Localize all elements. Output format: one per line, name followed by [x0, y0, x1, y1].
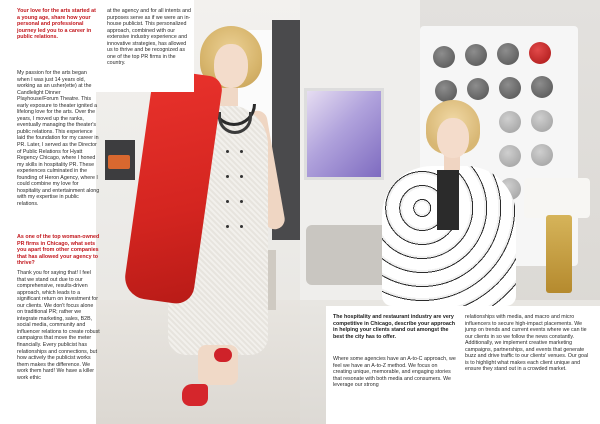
red-shoe-back	[214, 348, 232, 362]
wall-dot	[531, 76, 553, 98]
wall-dot	[465, 44, 487, 66]
answer-2: Thank you for saying that! I feel that we stand out due to our comprehensive, results-driven approach, which leads to a significant return on investment for our clients. We don't focus alone on traditional PR; rather we integrate marketing, sales, B2B, social media, community and influencer relations to create robust campaigns that move the meter financially. Every publicist has relationships and connections, but how actively the publicist works them makes the difference. We work them hard! We have a killer work ethic	[17, 270, 100, 381]
lampshade	[524, 178, 590, 218]
red-shoe-front	[182, 384, 208, 406]
answer-3-part-2: relationships with media, and macro and micro influencers to secure high-impact placements. We jump on trends and current events where we can tie our clients in so we follow the news constantly. Additionally, we implement creative marketing campaigns, partnerships, and events that generate buzz and drive traffic to our clients' venues. Our goal is to highlight what makes each client unique and ensure they stand out in a crowded market.	[465, 314, 589, 373]
middle-paragraph: at the agency and for all intents and purposes serve as if we were an in-house publicist. This personalized approach, combined with our extensive industry experience and innovative strategies, has allowed us to thrive and be recognized as one of the top PR firms in the country.	[107, 8, 191, 67]
orange-cushion	[108, 155, 130, 169]
wall-dot	[497, 43, 519, 65]
question-3: The hospitality and restaurant industry are very competitive in Chicago, describe your approach in helping your clients stand out amongst the best the city has to offer.	[333, 314, 456, 340]
answer-3-part-1: Where some agencies have an A-to-C approach, we feel we have an A-to-Z method. We focus on creating unique, memorable, and engaging stories that resonate with both media and consumers. We leverage our strong	[333, 356, 456, 389]
wall-dot	[531, 144, 553, 166]
question-2: As one of the top woman-owned PR firms in Chicago, what sets you apart from other companies that has allowed your agency to thrive?	[17, 234, 100, 267]
black-inner-top	[437, 170, 459, 230]
wall-dot	[433, 46, 455, 68]
wall-dot	[531, 110, 553, 132]
wall-dot	[499, 77, 521, 99]
model2-face	[437, 118, 469, 158]
wall-dot	[499, 145, 521, 167]
gold-lamp-base	[546, 215, 572, 293]
wall-dot-red	[529, 42, 551, 64]
purple-painting	[304, 88, 384, 180]
sofa	[306, 225, 388, 285]
question-1: Your love for the arts started at a young age, share how your personal and professional journey led you to a career in public relations.	[17, 8, 96, 41]
wall-dot	[435, 80, 457, 102]
wall-dot	[467, 78, 489, 100]
answer-1: My passion for the arts began when I was just 14 years old, working as an usher(ette) at the Candlelight Dinner Playhouse/Forum Theatre. This early exposure to theater ignited a lifelong love for the arts. Over the years, I moved up the ranks, eventually managing the theater's public relations. This experience laid the foundation for my career in PR. Later, I served as the Director of Public Relations for Hyatt Regency Chicago, where I honed my skills in hospitality PR. These experiences culminated in the founding of Heron Agency, where I could combine my love for hospitality and entertainment along with my expertise in public relations.	[17, 70, 100, 207]
wall-dot	[499, 111, 521, 133]
